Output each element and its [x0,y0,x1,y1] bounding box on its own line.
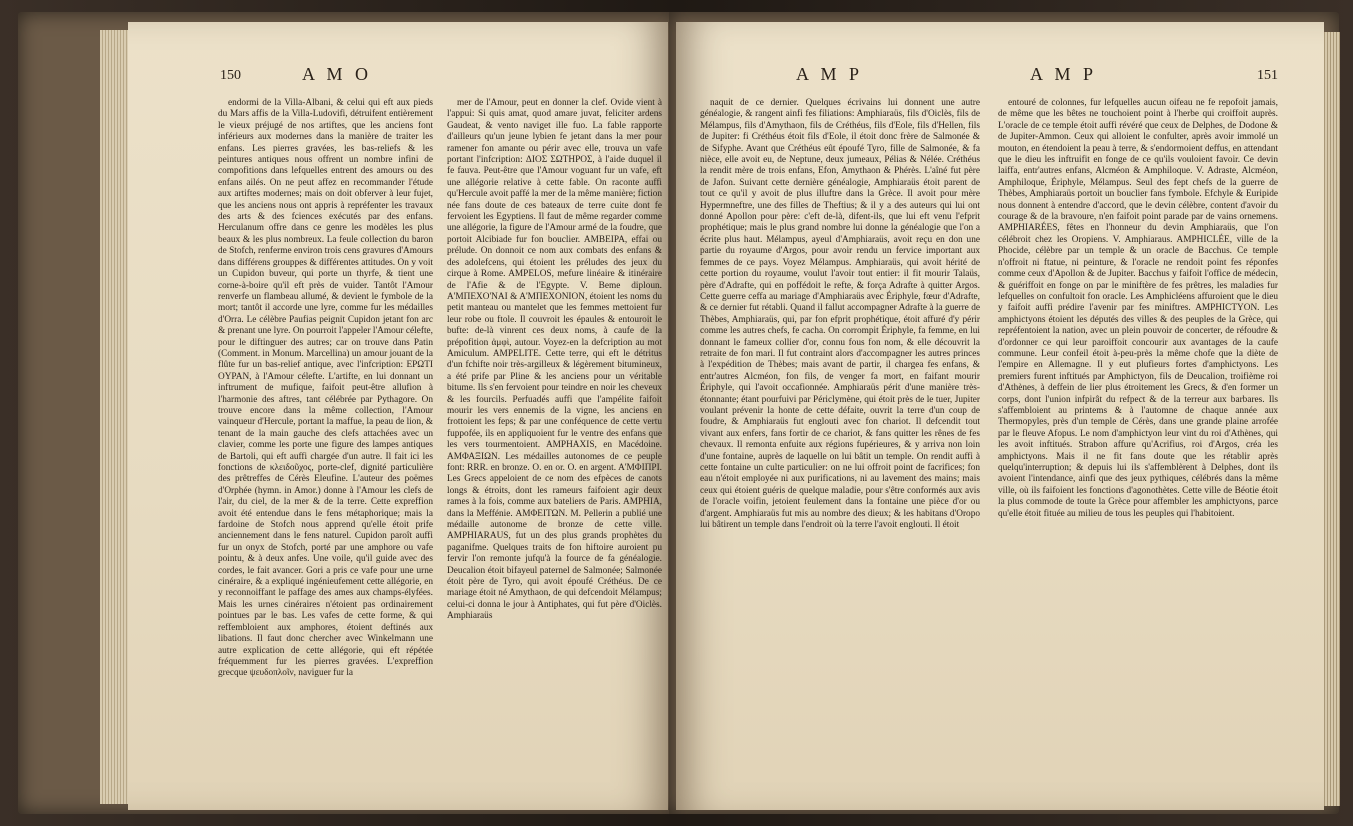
page-stack-left [100,30,130,804]
right-column-1-text: naquit de ce dernier. Quelques écrivains lui donnent une autre généalogie, & rangent ainfi fes filiations: Amphiaraüs, fils d'Oiclès, fils de Mélampus, fils d'Amythaon, fils de Créthéus, fils d'Eole, fils d'Hellen, fils de Jupiter: fi Créthéus étoit fils d'Eole, il étoit donc frère de Salmonée & de Sifyphe. Avant que Créthéus eût époufé Tyro, fille de Salmonée, & fa nièce, elle avoit eu, de Neptune, deux jumeaux, Pélias & Nélée. Créthéus la rendit mère de trois enfans, Efon, Amythaon & Phérès. L'aîné fut père de Jafon. Suivant cette dernière généalogie, Amphiaraüs étoit parent de tout ce qu'il y avoit de plus illuftre dans la Grèce. Il avoit pour mère Hypermneftre, une des filles de Theftius; & il y a des auteurs qui lui ont donné Apollon pour père: c'eft de-là, difent-ils, que lui eft venu l'efprit prophétique; mais le plus grand nombre lui donne la généalogie que l'on a écrite plus haut. Mélampus, ayeul d'Amphiaraüs, avoit reçu en don une partie du royaume d'Argos, pour avoir rendu un fervice important aux femmes de ce pays. Voyez Mélampus. Amphiaraüs, qui avoit hérité de cette portion du royaume, voulut l'avoir tout entier: il fit mourir Talaüs, père d'Adrafte, qui en poffédoit le refte, & força Adrafte à quitter Argos. Cette guerre ceffa au mariage d'Amphiaraüs avec Ériphyle, fœur d'Adrafte, & ce dernier fut rétabli. Quand il fallut accompagner Adrafte à la guerre de Thèbes, Amphiaraüs, qui, par fon efprit prophétique, étoit affuré d'y périr comme les autres chefs, fe cacha. On corrompit Ériphyle, fa femme, en lui donnant le fameux collier d'or, connu fous fon nom, & elle découvrit la retraite de fon mari. Il fut contraint alors d'accompagner les autres princes à l'expédition de Thèbes; mais avant de partir, il chargea fes enfans, & entr'autres Alcméon, fon fils, de venger fa mort, en faifant mourir Ériphyle, qui l'avoit occafionnée. Amphiaraüs périt d'une manière très-étonnante; étant pourfuivi par Périclymène, qui étoit près de le tuer, Jupiter voulant prévenir la honte de cette défaite, ouvrit la terre d'un coup de foudre, & Amphiaraüs fut englouti avec fon chariot. Il defcendit tout vivant aux enfers, fans fortir de ce chariot, & fans quitter les rênes de fes chevaux. Il remonta enfuite aux régions fupérieures, & y arriva non loin d'une fontaine, auprès de laquelle on lui bâtit un temple. On rendit auffi à cette fontaine un culte particulier: on ne lui offroit point de facrifices; fon eau n'étoit employée ni aux purifications, ni au lavement des mains; mais ceux qui étoient guéris de quelque maladie, pour s'être conformés aux avis de l'oracle voifin, jetoient feulement dans la fontaine une pièce d'or ou d'argent. Amphiaraüs fut mis au nombre des dieux; & les habitans d'Oropo lui bâtirent un temple dans l'endroit où la terre l'avoit englouti. Il étoit [700,98,980,531]
right-page-header [700,64,1278,90]
left-column-1-text: endormi de la Villa-Albani, & celui qui eft aux pieds du Mars affis de la Villa-Ludovifi, détruifent entièrement le vieux préjugé de nos artiftes, que les anciens font inférieurs aux modernes dans la manière de traiter les enfans. Les pierres gravées, les bas-reliefs & les peintures antiques nous offrent un nombre infini de compofitions dans lefquelles entrent des amours ou des enfans ailés. On ne peut affez en recommander l'étude aux artiftes modernes; mais on doit obferver à leur fujet, que les anciens nous ont appris à repréfenter les travaux des arts & des fciences exécutés par des enfans. Herculanum offre dans ce genre les modèles les plus beaux & les plus nombreux. La feule collection du baron de Stofch, renferme environ trois cens gravures d'Amours dans différens grouppes & différentes attitudes. On y voit un Cupidon buveur, qui porte un thyrfe, & tient une corne-à-boire qu'il eft près de vuider. Tantôt l'Amour renverfe un flambeau allumé, & devient le fymbole de la mort; tantôt il accorde une lyre, comme fur les médailles d'Orra. Le célèbre Paufias peignit Cupidon jetant fon arc & prenant une lyre. On pourroit l'appeler l'Amour célefte, pour le diftinguer des autres; car on trouve dans Patin (Comment. in Monum. Marcellina) un amour jouant de la flûte fur un bas-relief antique, avec l'infcription: EPΩTI OYPAN, à l'Amour célefte. L'artifte, en lui donnant un inftrument de mufique, faifoit peut-être allufion à l'harmonie des aftres, tant célébrée par Pythagore. On trouve encore dans la même collection, l'Amour vainqueur d'Hercule, portant la maffue, la peau de lion, & tenant de la main gauche des clefs attachées avec un clavier, comme les porte une figure des lampes antiques de Bartoli, qui eft auffi chargée d'un autre. Il fait ici les fonctions de κλειδοῦχος, porte-clef, dignité particulière des prêtreffes de Cérès Eleufine. L'auteur des poëmes d'Orphée (hymn. in Amor.) donne à l'Amour les clefs de l'air, du ciel, de la mer & de la terre. Cette expreffion avoit été entendue dans le fens métaphorique; mais la fardoine de Stofch nous apprend qu'elle étoit prife anciennement dans le fens naturel. Cupidon paroît auffi fur un onyx de Stofch, porté par une amphore ou vafe pointu, & à deux anfes. Une voile, qu'il guide avec des cordes, le fait avancer. Gori a pris ce vafe pour une urne cinéraire, & a expliqué ingénieufement cette allégorie, en y reconnoiffant le paffage des ames aux champs-élyfées. Mais les urnes cinéraires n'étoient pas ordinairement pointues par le bas. Les vafes de cette forme, & qui reffembloient aux amphores, étoient deftinés aux libations. Il faut donc chercher avec Winkelmann une autre explication de cette allégorie, qui eft répétée fréquemment fur les pierres gravées. L'expreffion grecque ψευδοπλοῖν, naviguer fur la [218,98,433,679]
right-running-head-right: A M P [1030,64,1098,84]
left-page [128,22,668,810]
left-column-2-text: mer de l'Amour, peut en donner la clef. Ovide vient à l'appui: Si quis amat, quod amare juvat, feliciter ardens Gaudeat, & vento naviget ille fuo. La fable rapporte d'ailleurs qu'un jeune lybien fe jetant dans la mer pour ramener fon amante ou périr avec elle, trouva un vafe portant l'infcription: ΔΙΟΣ ΣΩΤΗΡΟΣ, à l'aide duquel il fe fauva. Peut-être que l'Amour voguant fur un vafe, eft une allégorie relative à cette fable. On raconte auffi qu'Hercule avoit paffé la mer de la même manière; fiction née fans doute de ces bateaux de terre cuite dont fe fervoient les Egyptiens. Il faut de même regarder comme une allégorie, la figure de l'Amour armé de la foudre, que portoit Alcibiade fur fon bouclier. AMBEIPA, effai ou prélude. On donnoit ce nom aux combats des enfans & des adolefcens, qui étoient les préludes des jeux du cirque à Rome. AMPELOS, mefure linéaire & itinéraire de l'Afie & de l'Egypte. V. Beme diploun. A'MΠEXO'NAI & A'MΠEXONION, étoient les noms du petit manteau ou mantelet que les femmes mettoient fur leur robe ou ftole. Il couvroit les épaules & entouroit le bufte: de-là vinrent ces deux noms, à caufe de la prépofition ἀμφὶ, autour. Voyez-en la defcription au mot Amiculum. AMPELITE. Cette terre, qui eft le détritus d'un fchifte noir très-argilleux & légèrement bitumineux, a été prife par Pline & les anciens pour un véritable bitume. Ils s'en fervoient pour teindre en noir les cheveux & les fourcils. Perfuadés auffi que l'ampélite faifoit mourir les vers ennemis de la vigne, les anciens en frottoient les feps; & par une conféquence de cette vertu fuppofée, ils en appliquoient fur le ventre des enfans que les vers tourmentoient. AMPHAXIS, en Macédoine. ΑΜΦΑΞΙΩΝ. Les médailles autonomes de ce peuple font: RRR. en bronze. O. en or. O. en argent. A'MΦIΠPI. Les Grecs appeloient de ce nom des efpèces de canots longs & étroits, dont les rameurs faifoient agir deux rames à la fois, comme aux bateliers de Paris. AMPHIA, dans la Meffénie. ΑΜΦΕΙΤΩΝ. M. Pellerin a publié une médaille autonome de bronze de cette ville. AMPHIARAUS, fut un des plus grands prophètes du paganifme. Quelques traits de fon hiftoire auroient pu fervir l'on remonte jufqu'à la fource de fa généalogie. Deucalion étoit bifayeul paternel de Salmonée; Salmonée étoit père de Tyro, qui avoit époufé Créthéus. De ce mariage étoit né Amythaon, de qui defcendoit Mélampus; celui-ci donna le jour à Antiphates, qui fut père d'Oiclès. Amphiaraüs [447,98,662,622]
left-column-2 [447,98,662,790]
left-page-header [220,64,658,90]
right-column-1 [700,98,980,790]
left-running-head: A M O [302,64,373,84]
left-page-columns [218,98,662,790]
right-column-2-text: entouré de colonnes, fur lefquelles aucun oifeau ne fe repofoit jamais, de même que les bêtes ne touchoient point à l'herbe qui croiffoit auprès. L'oracle de ce temple étoit auffi révéré que ceux de Delphes, de Dodone & de Jupiter-Ammon. Ceux qui alloient le confulter, après avoir immolé un mouton, en étendoient la peau à terre, & s'endormoient deffus, en attendant que le dieu les inftruifit en fonge de ce qu'ils vouloient favoir. Ce devin laiffa, entr'autres enfans, Alcméon & Amphiloque. V. Adraste, Alcméon, Amphiloque, Ériphyle, Mélampus. Seul des fept chefs de la guerre de Thèbes, Amphiaraüs portoit un bouclier fans fymbole. Efchyle & Euripide nous donnent à entendre d'accord, que le devin célèbre, content d'avoir du courage & de la bravoure, n'en faifoit point parade par de vains ornemens. AMPHIARÉES, fêtes en l'honneur du devin Amphiaraüs, que l'on célébroit chez les Oropiens. V. Amphiaraus. AMPHICLÉE, ville de la Phocide, célèbre par un temple & un oracle de Bacchus. Ce temple n'offroit ni ftatue, ni peinture, & l'oracle ne rendoit point fes réponfes comme ceux d'Apollon & de Jupiter. Bacchus y faifoit l'office de médecin, & guériffoit en fonge on par le miniftère de fes prêtres, les maladies fur lefquelles on confultoit fon oracle. Les Amphicléens affuroient que le dieu y faifoit auffi prédire l'avenir par fes miniftres. AMPHICTYON. Les amphictyons étoient les députés des villes & des peuples de la Grèce, qui repréfentoient la nation, avec un plein pouvoir de concerter, de réfoudre & d'ordonner ce qui leur paroiffoit concourir aux avantages de la caufe commune. Leur confeil étoit à-peu-près la même chofe que la diète de l'empire en Allemagne. Il y eut plufieurs fortes d'amphictyons. Les premiers furent inftitués par Amphictyon, fils de Deucalion, troifième roi d'Athènes, à deffein de lier plus étroitement les Grecs, & d'en former un corps, dont l'union infpirât du refpect & de la terreur aux barbares. Ils s'affembloient au printems & à l'automne de chaque année aux Thermopyles, près d'un temple de Cérès, dans une grande plaine arrofée par le fleuve Afopus. Le nom d'amphictyon leur vint du roi d'Athènes, qui les avoit inftitués. Strabon affure qu'Acrifius, roi d'Argos, créa les amphictyons. Mais il ne fit fans doute que les rétablir après quelqu'interruption; & depuis lui ils s'affemblèrent à Delphes, dont ils avoient l'intendance, ainfi que des jeux pythiques, célébrés dans la même ville, où ils faifoient les fonctions d'agonothètes. Cette ville de Béotie étoit la plus commode de toute la Grèce pour affembler les amphictyons, parce qu'elle étoit fituée au milieu de tous les peuples qui l'habitoient. [998,98,1278,519]
left-column-1 [218,98,433,790]
right-running-head-left: A M P [796,64,864,84]
right-page-number: 151 [1257,68,1278,83]
right-column-2 [998,98,1278,790]
page-stack-right [1322,32,1340,806]
right-page-columns [700,98,1278,790]
right-page [676,22,1324,810]
left-page-number: 150 [220,68,241,83]
